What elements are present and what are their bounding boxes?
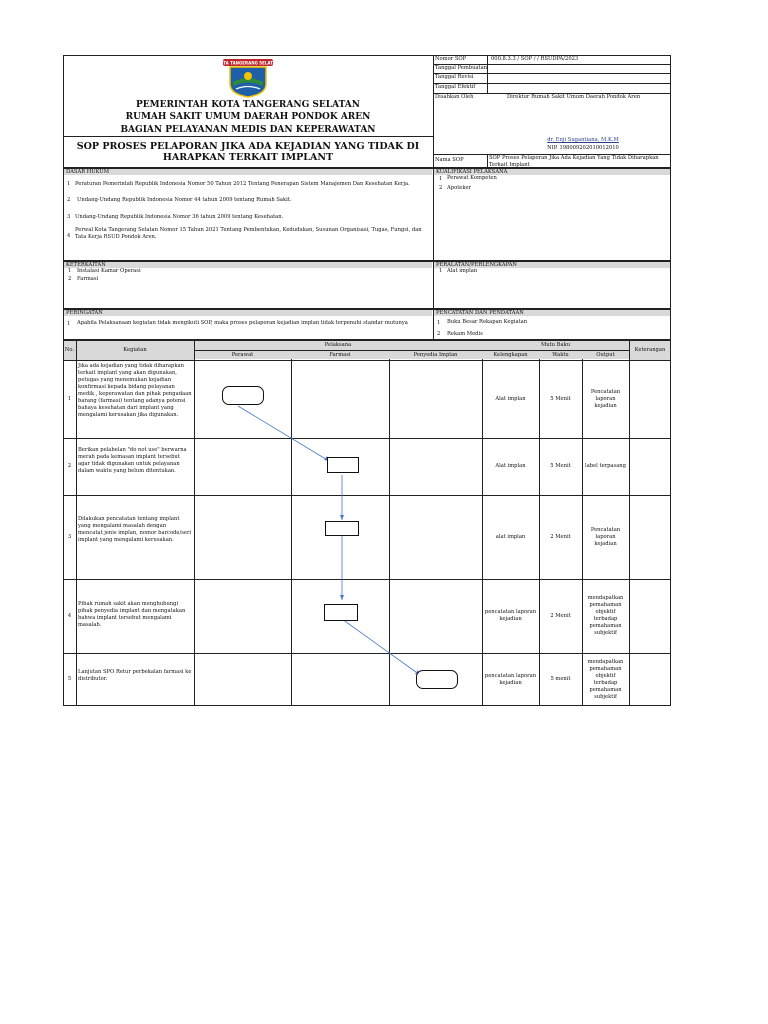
flow-end-terminator (416, 670, 458, 689)
row-output: mendapatkan pemahaman objektif terbadap pemahaman subjektif (587, 595, 624, 636)
flow-start-terminator (222, 386, 264, 405)
nomor-sop-value: 000.8.3.3 / SOP / / RSUDPA/2023 (491, 56, 579, 62)
keterkaitan-item: Instalasi Kamar Operasi (77, 268, 141, 274)
kualifikasi-item: Perawat Kompeten (447, 175, 497, 181)
pencatatan-num: 2 (437, 331, 441, 337)
tgl-efektif-label: Tanggal Efektif (435, 84, 476, 90)
keterkaitan-num: 1 (68, 268, 72, 274)
peringatan-item: Apabila Pelaksanaan kegiatan tidak mengikuti SOP, maka proses pelaporan kejadian implan tidak terpenuhi standar mutunya (77, 320, 408, 326)
row-kelengkapan: pencatatan laporan kejadian (484, 609, 537, 622)
pencatatan-num: 1 (437, 320, 441, 326)
signer-name: dr. Enji Sugantiana, M.K.M (547, 137, 619, 143)
row-waktu: 5 menit (550, 676, 571, 682)
pencatatan-item: Buku Besar Rekapan Kegiatan (447, 319, 528, 325)
keterkaitan-item: Farmasi (77, 276, 99, 282)
row-output: Pencatatan laporan kejadian (590, 388, 621, 409)
dasar-hukum-item: Perwal Kota Tangerang Selatan Nomor 15 Tahun 2021 Tentang Pembentukan, Kedudukan, Susunan Organisasi, Tugas, Fungsi, dan Tata Kerja RSUD Pondok Aren. (75, 227, 422, 240)
col-pelaksana-header: Pelaksana (324, 341, 352, 348)
row-number: 2 (67, 463, 72, 469)
hospital-name: RUMAH SAKIT UMUM DAERAH PONDOK AREN (125, 112, 371, 122)
dasar-hukum-num: 4 (67, 233, 71, 239)
arrow-head (340, 595, 344, 600)
arrow-head (340, 515, 344, 520)
tgl-pembuatan-label: Tanggal Pembuatan (435, 65, 488, 71)
row-kegiatan: Lanjutan SPO Retur perbekalan farmasi ke distributor. (78, 669, 192, 682)
nama-sop-value: SOP Proses Pelaporan Jika Ada Kejadian Yang Tidak Diharapkan Terkait Implant (489, 155, 659, 168)
sop-title: SOP PROSES PELAPORAN JIKA ADA KEJADIAN YANG TIDAK DI HARAPKAN TERKAIT IMPLANT (76, 141, 420, 163)
row-waktu: 5 Menit (550, 463, 571, 469)
row-number: 4 (67, 612, 72, 619)
row-kelengkapan: alat implan (495, 533, 526, 540)
nomor-sop-label: Nomor SOP (435, 56, 467, 62)
flowchart-arrows (63, 55, 671, 715)
pencatatan-item: Rekam Medis (447, 331, 483, 337)
col-output-header: Output (596, 351, 615, 358)
col-kegiatan-header: Kegiatan (123, 346, 147, 353)
col-waktu-header: Waktu (552, 351, 569, 358)
flow-arrow (238, 406, 329, 461)
dasar-hukum-header: DASAR HUKUM (64, 169, 432, 175)
flow-process-step-4 (324, 604, 358, 621)
peralatan-header: PERALATAN/PERLENGKAPAN (434, 262, 670, 268)
kualifikasi-num: 1 (439, 176, 443, 182)
col-perawat-header: Perawat (231, 351, 254, 358)
row-number: 1 (67, 395, 72, 402)
signer-nip: NIP. 198009202010012010 (547, 145, 619, 151)
row-waktu: 2 Menit (550, 533, 571, 540)
row-kegiatan: Dilakukan pencatatan tentang implant yang mengalami masalah dengan mencatat jenis implan, nomor barcode/seri implant yang mengalami kerusakan. (78, 516, 192, 543)
dasar-hukum-item: Undang-Undang Republik Indonesia Nomor 36 tahun 2009 tentang Kesehatan. (75, 214, 284, 220)
col-farmasi-header: Farmasi (329, 351, 351, 358)
row-kelengkapan: Alat implan (495, 463, 526, 469)
peralatan-num: 1 (439, 268, 443, 274)
kualifikasi-header: KUALIFIKASI PELAKSANA (434, 169, 670, 175)
row-waktu: 2 Menit (550, 612, 571, 619)
logo-banner-text: KOTA TANGERANG SELATAN (220, 60, 276, 66)
row-waktu: 5 Menit (550, 395, 571, 402)
disahkan-value: Direktur Rumah Sakit Umum Daerah Pondok Aren (507, 94, 641, 100)
kualifikasi-num: 2 (439, 185, 443, 191)
peringatan-header: PERINGATAN (64, 310, 432, 316)
kualifikasi-item: Apoteker (447, 185, 472, 191)
col-mutu-baku-header: Mutu Baku (540, 341, 571, 348)
col-no-header: No. (64, 346, 75, 353)
row-output: mendapatkan pemahaman objektif terbadap pemahaman subjektif (587, 658, 624, 700)
flow-process-step-2 (327, 457, 359, 473)
nama-sop-label: Nama SOP (435, 157, 464, 163)
dasar-hukum-item: Peraturan Pemerintah Republik Indonesia Nomor 50 Tahun 2012 Tentang Penerapan Sistem Manajemen Dan Kesehatan Kerja. (75, 181, 410, 187)
dasar-hukum-num: 3 (67, 214, 71, 220)
disahkan-label: Disahkan Oleh (435, 94, 474, 100)
row-output: label terpasang (585, 463, 626, 469)
row-kegiatan: Berikan pelabelan "do not use" berwarna merah pada kemasan implant tersebut agar tidak digunakan untuk pelayanan dalam waktu yang belum ditentukan. (78, 447, 187, 474)
col-keterangan-header: Keterangan (634, 346, 666, 353)
row-number: 5 (67, 676, 72, 682)
dasar-hukum-num: 1 (67, 181, 71, 187)
gov-name: PEMERINTAH KOTA TANGERANG SELATAN (136, 100, 360, 110)
row-kegiatan: Pihak rumah sakit akan menghubungi pihak penyedia implant dan mengatakan bahwa implant tersebut mengalami masalah. (78, 601, 186, 628)
tgl-revisi-label: Tanggal Revisi (435, 74, 474, 80)
row-kegiatan: Jika ada kejadian yang tidak diharapkan terkait implant yang akan digunakan, petugas yang menemukan kejadian konfirmasi kepada bidang pelayanan medik , keperawatan dan pihak pengadaan barang (farmasi) tentang adanya potensi bahaya kesehatan dari implant yang mengalami kerusakan jika digunakan. (78, 363, 192, 418)
pencatatan-header: PENCATATAN DAN PENDATAAN (434, 310, 670, 316)
dept-name: BAGIAN PELAYANAN MEDIS DAN KEPERAWATAN (120, 125, 376, 135)
row-output: Pencatatan laporan kejadian (590, 526, 621, 547)
row-number: 3 (67, 533, 72, 540)
col-penyedia-header: Penyedia Implan (413, 351, 458, 358)
dasar-hukum-item: Undang-Undang Republik Indonesia Nomor 44 tahun 2009 tentang Rumah Sakit. (77, 197, 292, 203)
flow-process-step-3 (325, 521, 359, 536)
row-kelengkapan: pencatatan laporan kejadian (484, 672, 537, 686)
col-kelengkapan-header: Kelengkapan (493, 351, 528, 358)
keterkaitan-num: 2 (68, 276, 72, 282)
peralatan-item: Alat implan (447, 268, 478, 274)
peringatan-num: 1 (67, 321, 71, 327)
row-kelengkapan: Alat implan (495, 395, 526, 402)
flow-arrow (342, 619, 420, 675)
keterkaitan-header: KETERKAITAN (64, 262, 432, 268)
dasar-hukum-num: 2 (67, 197, 71, 203)
